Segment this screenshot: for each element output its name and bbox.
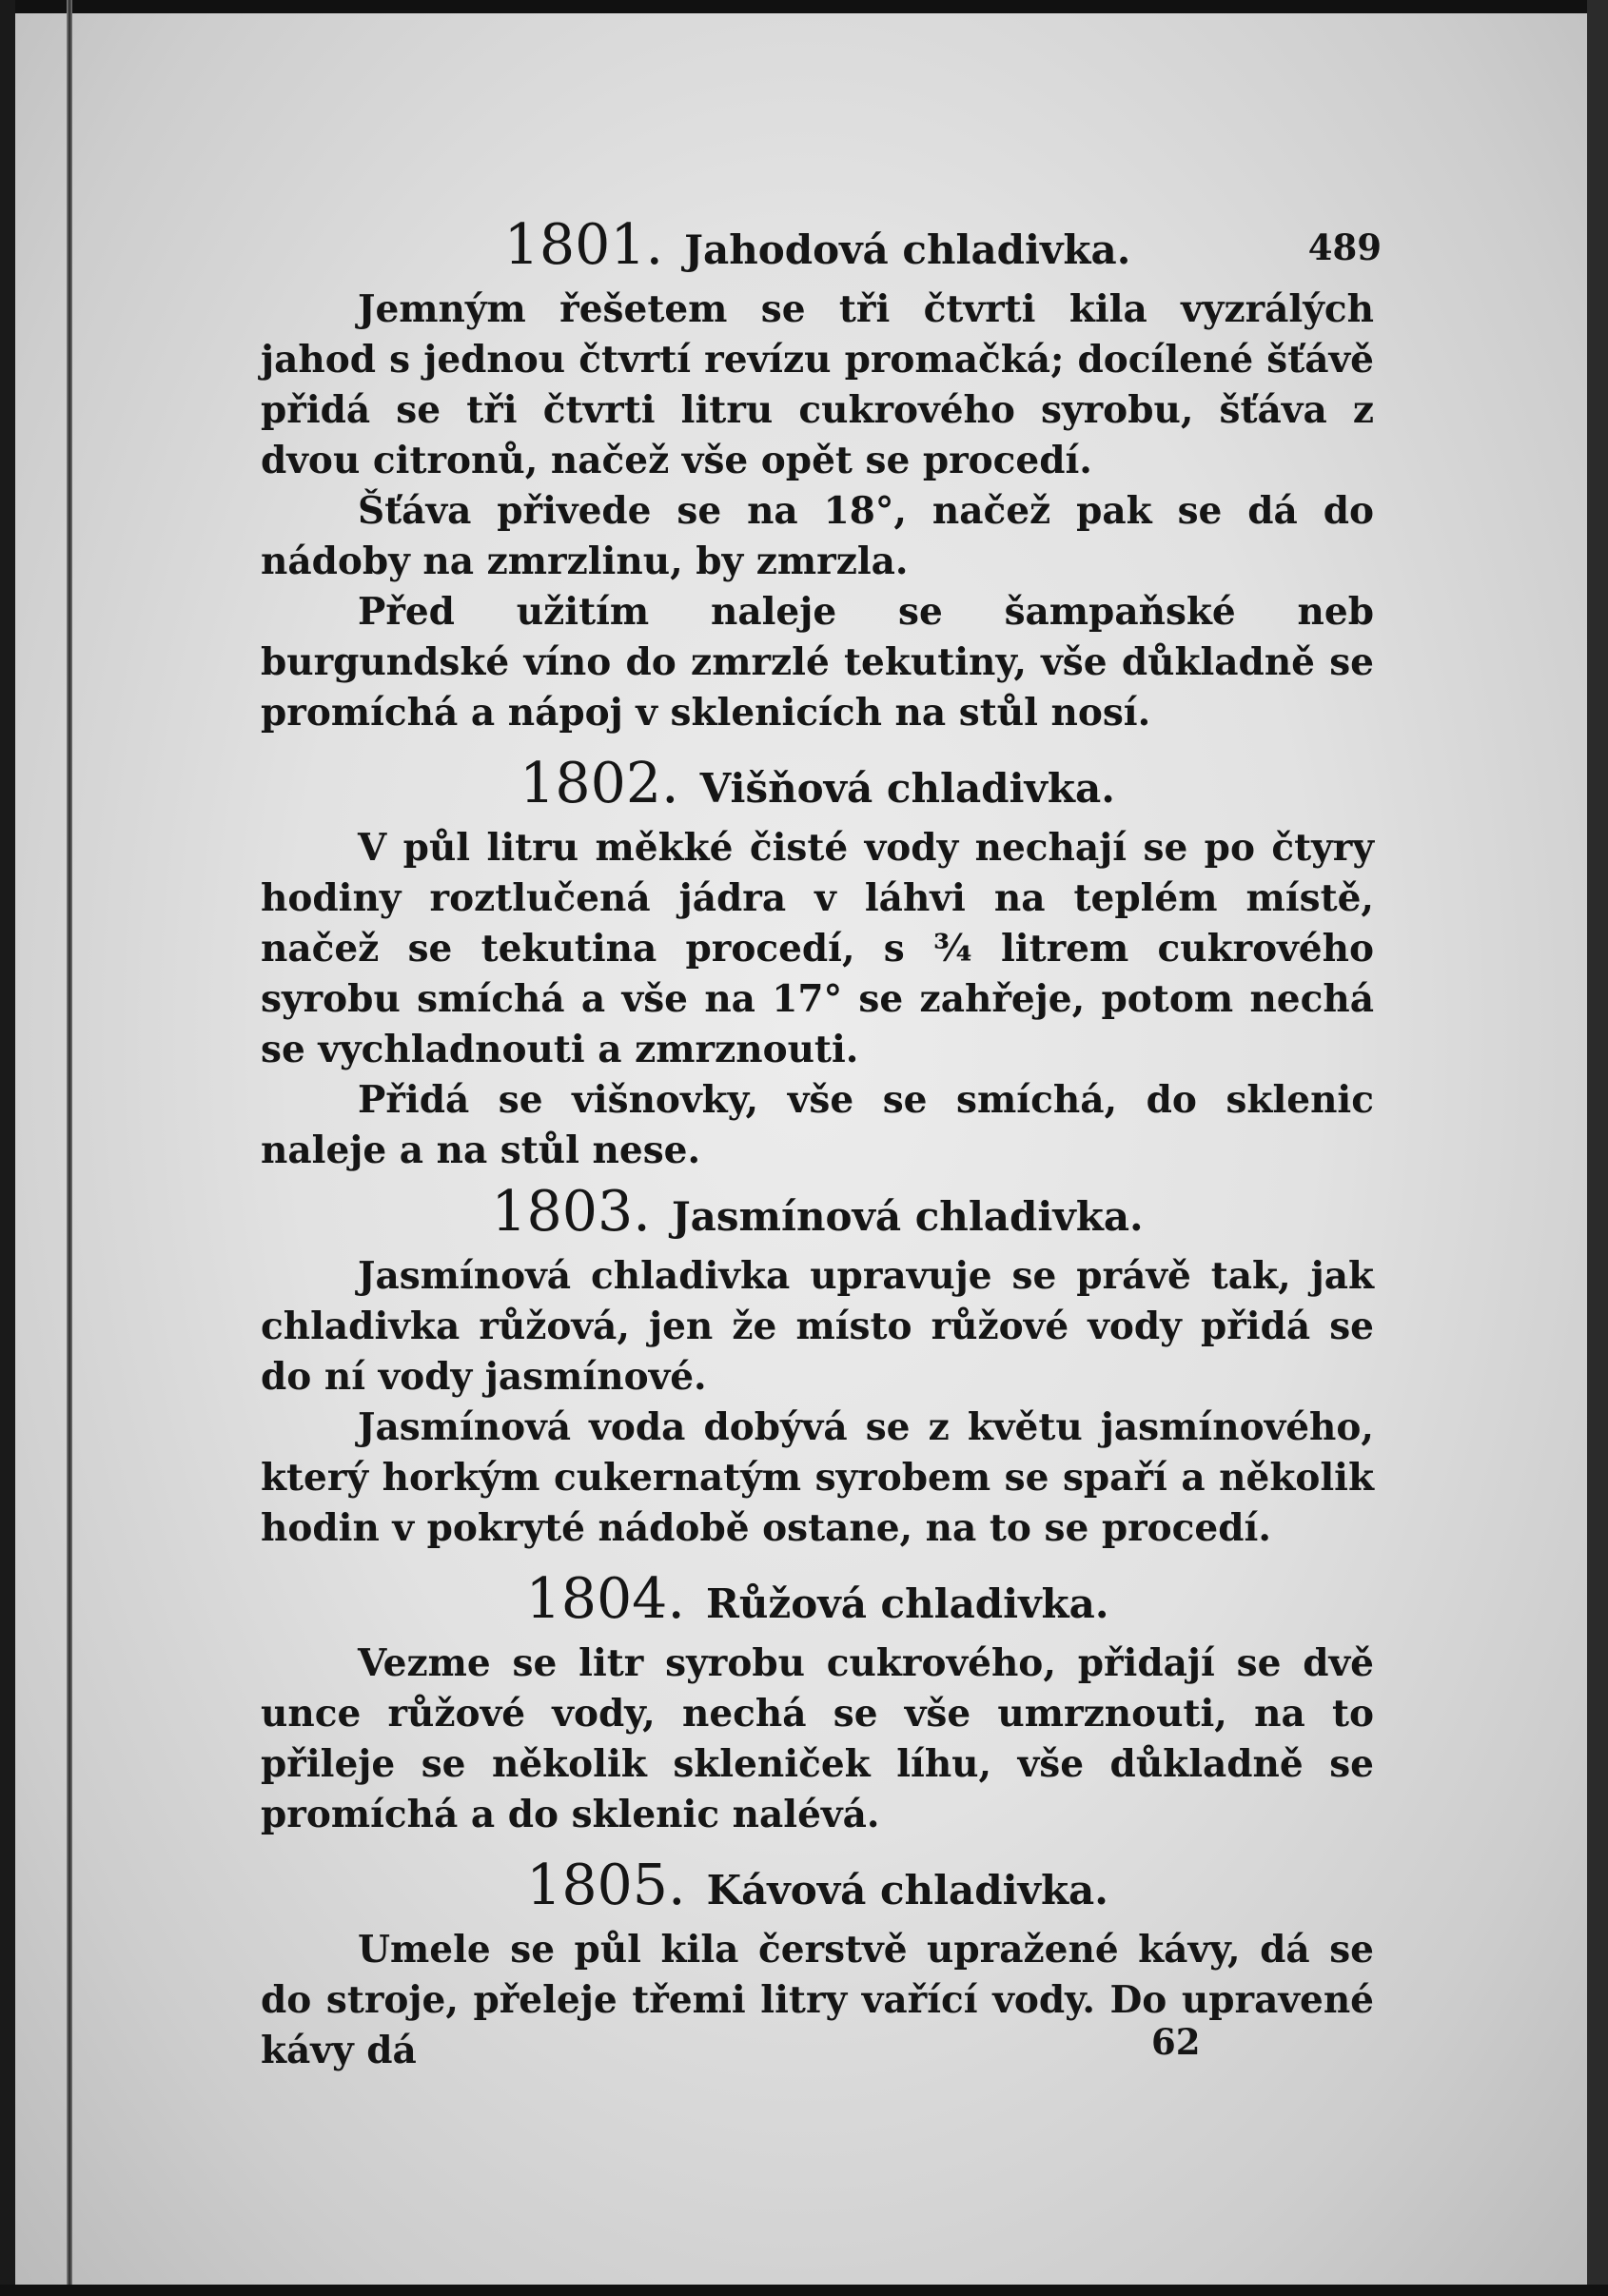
recipe-heading-1801 (261, 212, 1374, 277)
recipe-paragraph: Šťáva přivede se na 18°, načež pak se dá do nádoby na zmrzlinu, by zmrzla. (261, 489, 1374, 583)
recipe-heading-1803 (261, 1179, 1374, 1244)
recipe-number: 1804. (525, 1566, 685, 1631)
printer-signature-mark: 62 (1151, 2021, 1201, 2063)
scan-edge-bottom (0, 2285, 1608, 2296)
scan-edge-left (0, 0, 15, 2296)
recipe-number: 1805. (526, 1853, 686, 1917)
recipe-paragraph: V půl litru měkké čisté vody nechají se po čtyry hodiny roztlučená jádra v láhvi na teplém místě, načež se tekutina procedí, s ¾ litrem cukrového syrobu smíchá a vše na 17° se zahřeje, potom nechá se vychladnouti a zmrznouti. (261, 826, 1374, 1071)
scan-edge-top (0, 0, 1608, 13)
recipe-paragraph: Jasmínová voda dobývá se z květu jasmínového, který horkým cukernatým syrobem se spaří a několik hodin v pokryté nádobě ostane, na to se procedí. (261, 1405, 1374, 1550)
recipe-title: Jahodová chladivka. (684, 226, 1131, 273)
recipe-paragraph: Umele se půl kila čerstvě upražené kávy, dá se do stroje, přeleje třemi litry vařící vody. Do upravené kávy dá (261, 1928, 1374, 2072)
scan-edge-right (1587, 0, 1608, 2296)
recipe-paragraph: Před užitím naleje se šampaňské neb burgundské víno do zmrzlé tekutiny, vše důkladně se promíchá a nápoj v sklenicích na stůl nosí. (261, 590, 1374, 735)
recipe-heading-1804 (261, 1566, 1374, 1631)
recipe-heading-1802 (261, 751, 1374, 815)
page-body (261, 212, 1374, 2076)
recipe-title: Višňová chladivka. (699, 765, 1115, 812)
recipe-paragraph: Jemným řešetem se tři čtvrti kila vyzrálých jahod s jednou čtvrtí revízu promačká; docílené šťávě přidá se tři čtvrti litru cukrového syrobu, šťáva z dvou citronů, načež vše opět se procedí. (261, 287, 1374, 482)
recipe-title: Kávová chladivka. (706, 1867, 1108, 1913)
page-number: 489 (1307, 226, 1382, 268)
recipe-title: Růžová chladivka. (705, 1580, 1109, 1627)
recipe-number: 1803. (491, 1179, 651, 1244)
recipe-paragraph: Vezme se litr syrobu cukrového, přidají se dvě unce růžové vody, nechá se vše umrznouti, na to přileje se několik skleniček líhu, vše důkladně se promíchá a do sklenic nalévá. (261, 1641, 1374, 1836)
recipe-heading-1805 (261, 1853, 1374, 1917)
recipe-number: 1801. (503, 212, 664, 277)
recipe-paragraph: Jasmínová chladivka upravuje se právě tak, jak chladivka růžová, jen že místo růžové vody přidá se do ní vody jasmínové. (261, 1254, 1374, 1399)
recipe-number: 1802. (520, 751, 679, 815)
recipe-paragraph: Přidá se višnovky, vše se smíchá, do sklenic naleje a na stůl nese. (261, 1078, 1374, 1172)
recipe-title: Jasmínová chladivka. (671, 1193, 1144, 1240)
book-gutter-line (67, 0, 72, 2296)
